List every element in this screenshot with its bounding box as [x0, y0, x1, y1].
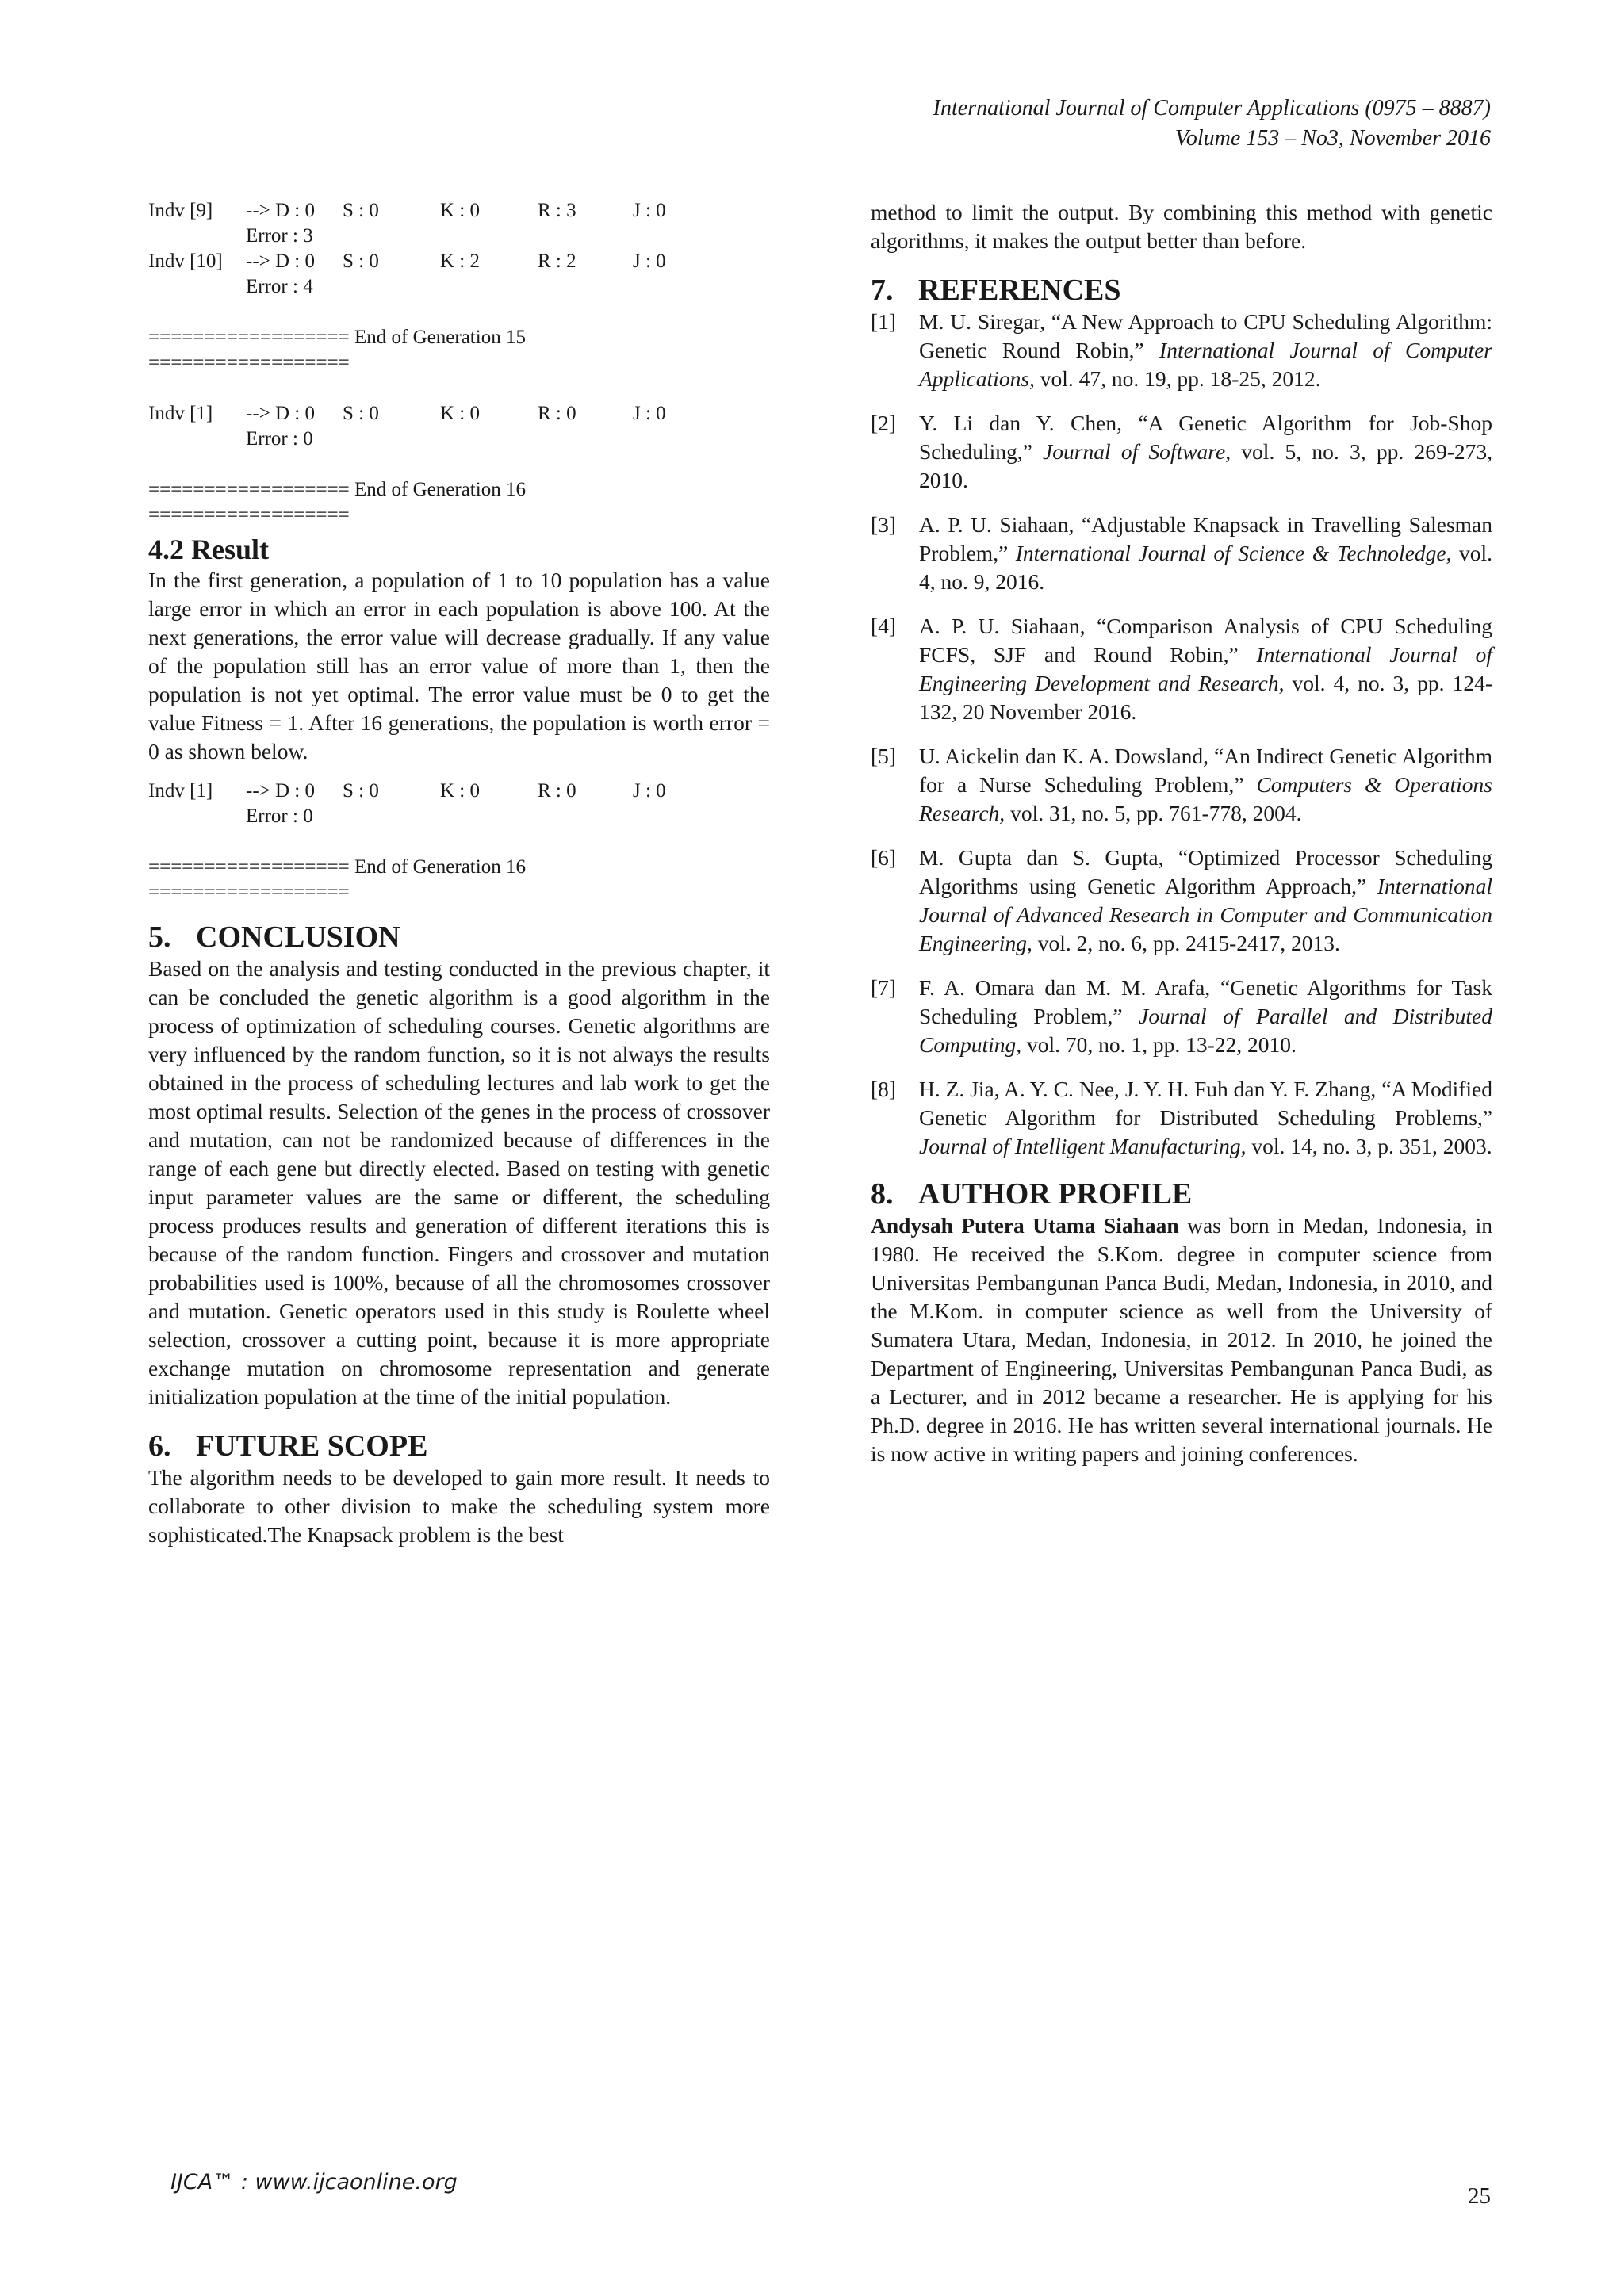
gene-j: J : 0: [633, 200, 666, 221]
reference-text: [919, 511, 1492, 596]
generation-15-separator: [148, 325, 770, 376]
reference-item: [871, 742, 1492, 828]
reference-item: [871, 308, 1492, 393]
gene-j: J : 0: [633, 403, 666, 424]
gene-k: K : 0: [440, 200, 480, 221]
gene-s: S : 0: [343, 403, 379, 424]
gene-s: S : 0: [343, 200, 379, 221]
reference-number: [5]: [871, 744, 897, 768]
reference-authors-title: F. A. Omara dan M. M. Arafa, “Genetic Algorithms for Task Scheduling Problem,”: [919, 975, 1492, 1028]
gene-s: S : 0: [343, 251, 379, 272]
reference-details: vol. 70, no. 1, pp. 13-22, 2010.: [1021, 1032, 1297, 1057]
footer-journal: IJCA™ : www.ijcaonline.org: [170, 2170, 458, 2195]
reference-item: [871, 844, 1492, 958]
reference-item: [871, 1075, 1492, 1161]
reference-journal: Computers & Operations Research,: [919, 772, 1493, 825]
error-value: Error : 4: [246, 276, 313, 297]
section-7-heading: [871, 273, 1492, 308]
error-value: Error : 0: [246, 428, 313, 450]
reference-journal: International Journal of Science & Technoledge,: [1015, 541, 1452, 565]
section-4-2-body: In the first generation, a population of 1 to 10 population has a value large error in which an error in each population is above 100. At the next generations, the error value will decrease gradually. If any value of the population still has an error value of more than 1, then the population is not yet optimal. The error value must be 0 to get the value Fitness = 1. After 16 generations, the population is worth error = 0 as shown below.: [148, 568, 770, 763]
reference-list: [871, 308, 1492, 1161]
reference-journal: Journal of Software,: [1043, 439, 1231, 464]
section-number: 6.: [148, 1429, 171, 1463]
reference-item: [871, 612, 1492, 726]
left-column: [148, 198, 770, 1549]
reference-authors-title: A. P. U. Siahaan, “Comparison Analysis of CPU Scheduling FCFS, SJF and Round Robin,”: [919, 614, 1492, 667]
reference-number: [4]: [871, 614, 897, 638]
error-value: Error : 3: [246, 225, 313, 247]
reference-number: [2]: [871, 411, 897, 435]
section-number: 8.: [871, 1177, 894, 1211]
gene-j: J : 0: [633, 251, 666, 272]
section-5-body: Based on the analysis and testing conducted in the previous chapter, it can be concluded the genetic algorithm is a good algorithm in the process of optimization of scheduling courses. Genetic algorithms are very influenced by the random function, so it is not always the results obtained in the process of scheduling lectures and lab work to get the most optimal results. Selection of the genes in the process of crossover and mutation, can not be randomized because of differences in the range of each gene but directly elected. Based on testing with genetic input parameter values are the same or different, the scheduling process produces results and generation of different iterations this is because of the random function. Fingers and crossover and mutation probabilities used is 100%, because of all the chromosomes crossover and mutation. Genetic operators used in this study is Roulette wheel selection, crossover a cutting point, because it is more appropriate exchange mutation on chromosome representation and generate initialization population at the time of the initial population.: [148, 956, 770, 1409]
gene-r: R : 0: [538, 403, 576, 424]
section-6-body: The algorithm needs to be developed to gain more result. It needs to collaborate to other division to make the scheduling system more sophisticated.The Knapsack problem is the best: [148, 1465, 770, 1547]
gene-k: K : 0: [440, 780, 480, 802]
reference-text: [919, 844, 1492, 958]
reference-journal: International Journal of Engineering Development and Research,: [919, 642, 1492, 695]
output-row: [148, 779, 770, 804]
gene-d: --> D : 0: [246, 403, 315, 424]
reference-details: vol. 5, no. 3, pp. 269-273, 2010.: [919, 439, 1492, 492]
output-block-2: [148, 401, 770, 452]
reference-journal: Journal of Parallel and Distributed Computing,: [919, 1004, 1492, 1057]
gene-d: --> D : 0: [246, 780, 315, 802]
reference-authors-title: U. Aickelin dan K. A. Dowsland, “An Indirect Genetic Algorithm for a Nurse Scheduling Problem,”: [919, 744, 1492, 797]
reference-authors-title: M. U. Siregar, “A New Approach to CPU Scheduling Algorithm: Genetic Round Robin,”: [919, 309, 1492, 362]
error-value: Error : 0: [246, 806, 313, 827]
reference-item: [871, 409, 1492, 495]
indv-label: Indv [10]: [148, 251, 223, 272]
output-row: [148, 401, 770, 427]
generation-16-separator: [148, 855, 770, 905]
indv-label: Indv [1]: [148, 403, 213, 424]
generation-16-separator: [148, 477, 770, 528]
reference-details: vol. 2, no. 6, pp. 2415-2417, 2013.: [1032, 931, 1340, 955]
reference-text: [919, 742, 1492, 828]
reference-authors-title: A. P. U. Siahaan, “Adjustable Knapsack in Travelling Salesman Problem,”: [919, 512, 1492, 565]
section-number: 5.: [148, 920, 171, 954]
reference-journal: International Journal of Advanced Research in Computer and Communication Engineering,: [919, 874, 1492, 955]
reference-authors-title: Y. Li dan Y. Chen, “A Genetic Algorithm for Job-Shop Scheduling,”: [919, 411, 1492, 464]
author-name: Andysah Putera Utama Siahaan: [871, 1213, 1179, 1238]
output-block-3: [148, 779, 770, 829]
reference-details: vol. 14, no. 3, p. 351, 2003.: [1246, 1134, 1492, 1158]
gene-d: --> D : 0: [246, 200, 315, 221]
separator-line: ================== End of Generation 15: [148, 327, 526, 348]
section-5-heading: [148, 920, 770, 955]
reference-text: [919, 409, 1492, 495]
reference-number: [6]: [871, 845, 897, 870]
reference-number: [1]: [871, 309, 897, 334]
gene-r: R : 0: [538, 780, 576, 802]
reference-text: [919, 1075, 1492, 1161]
section-title: FUTURE SCOPE: [196, 1429, 428, 1463]
separator-line: ==================: [148, 504, 350, 526]
header-volume-line: Volume 153 – No3, November 2016: [1174, 126, 1491, 151]
section-title: AUTHOR PROFILE: [918, 1177, 1193, 1211]
gene-j: J : 0: [633, 780, 666, 802]
section-number: 7.: [871, 274, 894, 307]
section-title: CONCLUSION: [196, 920, 400, 954]
section-6-heading: [148, 1429, 770, 1464]
header-journal-line: International Journal of Computer Applications (0975 – 8887): [933, 96, 1491, 121]
right-column: [871, 198, 1492, 1468]
indv-label: Indv [9]: [148, 200, 213, 221]
reference-number: [3]: [871, 512, 897, 537]
gene-r: R : 2: [538, 251, 576, 272]
reference-number: [7]: [871, 975, 897, 1000]
reference-text: [919, 974, 1492, 1059]
section-title: REFERENCES: [918, 274, 1121, 307]
reference-authors-title: M. Gupta dan S. Gupta, “Optimized Processor Scheduling Algorithms using Genetic Algorithm Approach,”: [919, 845, 1492, 898]
separator-line: ================== End of Generation 16: [148, 856, 526, 878]
reference-journal: Journal of Intelligent Manufacturing,: [919, 1134, 1247, 1158]
author-bio: was born in Medan, Indonesia, in 1980. He received the S.Kom. degree in computer science from Universitas Pembangunan Panca Budi, Medan, Indonesia, in 2010, and the M.Kom. in computer science as well from the University of Sumatera Utara, Medan, Indonesia, in 2012. In 2010, he joined the Department of Engineering, Universitas Pembangunan Panca Budi, as a Lecturer, and in 2012 became a researcher. He is applying for his Ph.D. degree in 2016. He has written several international journals. He is now active in writing papers and joining conferences.: [871, 1213, 1493, 1466]
section-4-2-title: 4.2 Result: [148, 534, 269, 565]
gene-k: K : 0: [440, 403, 480, 424]
reference-text: [919, 308, 1492, 393]
reference-details: vol. 4, no. 3, pp. 124-132, 20 November 2016.: [919, 671, 1492, 724]
reference-details: vol. 4, no. 9, 2016.: [919, 541, 1493, 594]
output-block-1: [148, 198, 770, 300]
reference-number: [8]: [871, 1077, 897, 1101]
page-number: 25: [1468, 2183, 1491, 2209]
reference-details: vol. 31, no. 5, pp. 761-778, 2004.: [1005, 801, 1302, 825]
separator-line: ==================: [148, 882, 350, 903]
gene-s: S : 0: [343, 780, 379, 802]
reference-journal: International Journal of Computer Applications,: [919, 338, 1492, 391]
reference-authors-title: H. Z. Jia, A. Y. C. Nee, J. Y. H. Fuh dan Y. F. Zhang, “A Modified Genetic Algorithm for Distributed Scheduling Problems,”: [919, 1077, 1492, 1130]
output-row: [148, 249, 770, 274]
section-6-continued: method to limit the output. By combining this method with genetic algorithms, it makes the output better than before.: [871, 200, 1492, 253]
gene-d: --> D : 0: [246, 251, 315, 272]
separator-line: ================== End of Generation 16: [148, 479, 526, 500]
output-row: [148, 198, 770, 224]
indv-label: Indv [1]: [148, 780, 213, 802]
author-profile-body: [871, 1211, 1492, 1468]
reference-details: vol. 47, no. 19, pp. 18-25, 2012.: [1034, 366, 1321, 391]
gene-r: R : 3: [538, 200, 576, 221]
reference-item: [871, 511, 1492, 596]
section-8-heading: [871, 1177, 1492, 1211]
reference-item: [871, 974, 1492, 1059]
reference-text: [919, 612, 1492, 726]
separator-line: ==================: [148, 352, 350, 373]
running-header: [933, 94, 1491, 154]
gene-k: K : 2: [440, 251, 480, 272]
